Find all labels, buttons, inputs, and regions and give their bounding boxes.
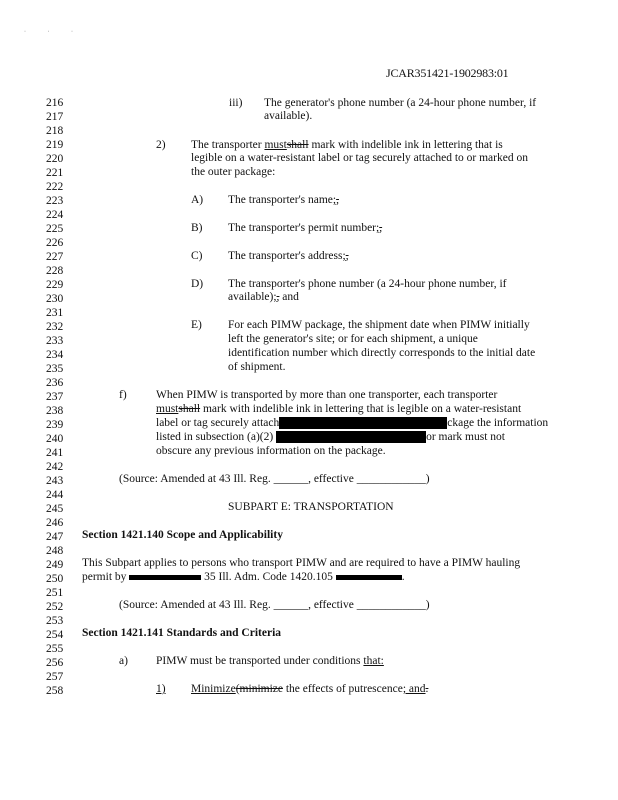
line-number: 255 bbox=[46, 643, 64, 655]
line-number: 254 bbox=[46, 629, 64, 641]
line-number: 256 bbox=[46, 657, 64, 669]
item-f-line2: mustshall mark with indelible ink in lettering that is legible on a water-resistant bbox=[156, 403, 522, 415]
item-2-marker: 2) bbox=[156, 139, 166, 151]
line-number: 251 bbox=[46, 587, 64, 599]
line-number: 236 bbox=[46, 377, 64, 389]
line-number: 252 bbox=[46, 601, 64, 613]
line-number: 222 bbox=[46, 181, 64, 193]
line-number: 219 bbox=[46, 139, 64, 151]
item-D-marker: D) bbox=[191, 278, 204, 290]
item-iii-marker: iii) bbox=[229, 97, 243, 109]
item-C-marker: C) bbox=[191, 250, 203, 262]
line-number: 244 bbox=[46, 489, 64, 501]
item-E-line2: left the generator's site; or for each shipment, a unique bbox=[228, 333, 478, 345]
line-number: 216 bbox=[46, 97, 64, 109]
line-number: 258 bbox=[46, 685, 64, 697]
line-number: 226 bbox=[46, 237, 64, 249]
line-number: 218 bbox=[46, 125, 64, 137]
line-number: 237 bbox=[46, 391, 64, 403]
item-iii-line1: The generator's phone number (a 24-hour phone number, if bbox=[264, 97, 537, 109]
line-number: 245 bbox=[46, 503, 64, 515]
scope-line1: This Subpart applies to persons who transport PIMW and are required to have a PIMW hauling bbox=[82, 557, 521, 569]
item-B-text: The transporter's permit number;, bbox=[228, 222, 383, 234]
section-1421-140-heading: Section 1421.140 Scope and Applicability bbox=[82, 529, 283, 541]
source-note-1: (Source: Amended at 43 Ill. Reg. ______, effective ____________) bbox=[119, 473, 430, 485]
item-2-line1: The transporter mustshall mark with indelible ink in lettering that is bbox=[191, 139, 503, 151]
line-number: 257 bbox=[46, 671, 64, 683]
subpart-heading: SUBPART E: TRANSPORTATION bbox=[228, 501, 394, 513]
item-2-line3: the outer package: bbox=[191, 166, 276, 178]
item-f-line3: label or tag securely attach ckage the information bbox=[156, 417, 549, 429]
line-number: 247 bbox=[46, 531, 64, 543]
line-number: 243 bbox=[46, 475, 64, 487]
item-E-line4: of shipment. bbox=[228, 361, 286, 373]
line-number: 228 bbox=[46, 265, 64, 277]
item-f-marker: f) bbox=[119, 389, 127, 401]
line-number: 231 bbox=[46, 307, 64, 319]
redaction-block bbox=[129, 575, 201, 580]
line-number: 223 bbox=[46, 195, 64, 207]
line-number: 224 bbox=[46, 209, 64, 221]
line-number: 220 bbox=[46, 153, 64, 165]
line-number: 225 bbox=[46, 223, 64, 235]
section-1421-141-heading: Section 1421.141 Standards and Criteria bbox=[82, 627, 282, 639]
item-2-line2: legible on a water-resistant label or tag securely attached to or marked on bbox=[191, 152, 528, 164]
line-number: 217 bbox=[46, 111, 64, 123]
item-f-line1: When PIMW is transported by more than one transporter, each transporter bbox=[156, 389, 498, 401]
item-A-text: The transporter's name;, bbox=[228, 194, 339, 206]
line-number: 229 bbox=[46, 279, 64, 291]
item-1-text: Minimize(minimize the effects of putrescence; and. bbox=[191, 683, 429, 695]
scope-line2: permit by 35 Ill. Adm. Code 1420.105 . bbox=[82, 571, 405, 583]
line-number: 241 bbox=[46, 447, 64, 459]
item-B-marker: B) bbox=[191, 222, 203, 234]
item-D-line2: available);, and bbox=[228, 291, 299, 303]
line-number: 232 bbox=[46, 321, 64, 333]
item-a-text: PIMW must be transported under conditions that: bbox=[156, 655, 384, 667]
item-C-text: The transporter's address;, bbox=[228, 250, 349, 262]
source-note-2: (Source: Amended at 43 Ill. Reg. ______, effective ____________) bbox=[119, 599, 430, 611]
line-number: 221 bbox=[46, 167, 64, 179]
line-number: 248 bbox=[46, 545, 64, 557]
item-iii-line2: available). bbox=[264, 110, 313, 122]
item-E-line3: identification number which directly corresponds to the initial date bbox=[228, 347, 536, 359]
line-number: 233 bbox=[46, 335, 64, 347]
line-number: 234 bbox=[46, 349, 64, 361]
line-number: 227 bbox=[46, 251, 64, 263]
item-A-marker: A) bbox=[191, 194, 204, 206]
line-number: 250 bbox=[46, 573, 64, 585]
line-number: 230 bbox=[46, 293, 64, 305]
item-E-line1: For each PIMW package, the shipment date when PIMW initially bbox=[228, 319, 530, 331]
line-number: 246 bbox=[46, 517, 64, 529]
scan-specks: · · · bbox=[24, 29, 83, 35]
line-number: 242 bbox=[46, 461, 64, 473]
redaction-block bbox=[336, 575, 402, 580]
item-1-marker: 1) bbox=[156, 683, 166, 695]
item-a-marker: a) bbox=[119, 655, 128, 667]
redaction-block bbox=[276, 431, 426, 443]
item-f-line4: listed in subsection (a)(2) or mark must not bbox=[156, 431, 505, 443]
item-D-line1: The transporter's phone number (a 24-hour phone number, if bbox=[228, 278, 507, 290]
item-E-marker: E) bbox=[191, 319, 202, 331]
line-number: 239 bbox=[46, 419, 64, 431]
line-number: 238 bbox=[46, 405, 64, 417]
item-f-line5: obscure any previous information on the package. bbox=[156, 445, 386, 457]
line-number: 240 bbox=[46, 433, 64, 445]
line-number: 249 bbox=[46, 559, 64, 571]
line-number: 235 bbox=[46, 363, 64, 375]
line-number: 253 bbox=[46, 615, 64, 627]
redaction-block bbox=[279, 417, 447, 429]
document-id: JCAR351421-1902983:01 bbox=[386, 66, 509, 80]
